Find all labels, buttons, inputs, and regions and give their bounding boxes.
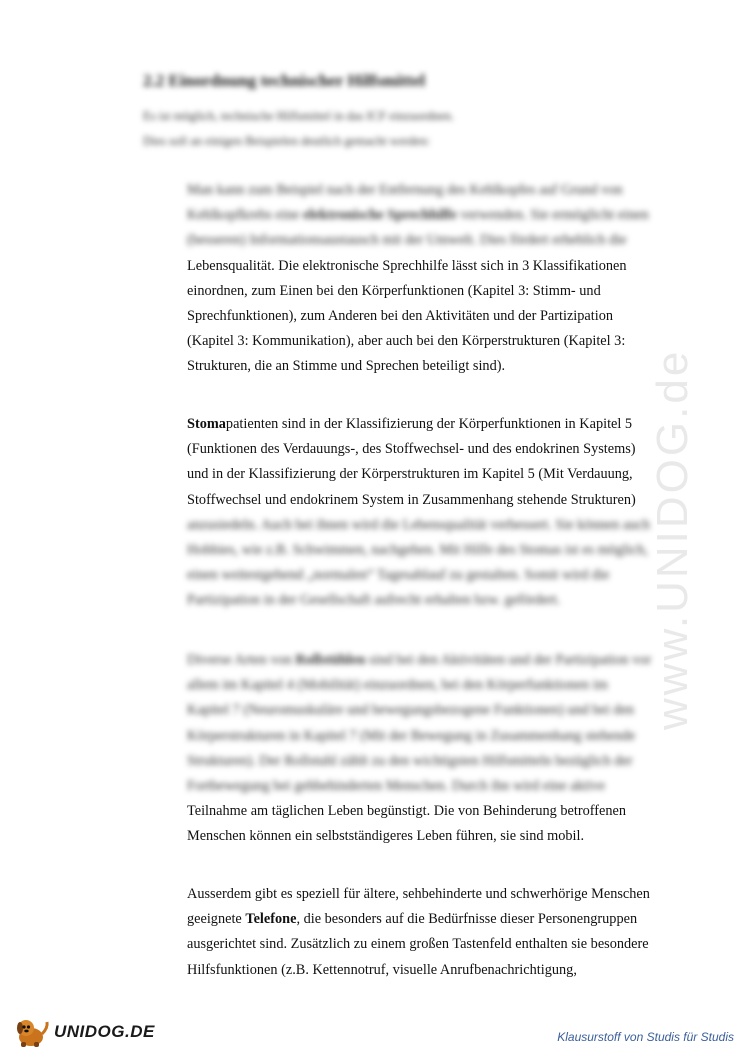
text-line: (besseren) Informationsaustausch mit der Umwelt. Dies fördert erheblich die — [187, 232, 627, 249]
text-line: einen weitestgehend „normalen“ Tagesablauf zu gestalten. Somit wird die — [187, 567, 610, 584]
bold-term: Rollstühlen — [295, 652, 366, 668]
text-line: Menschen können ein selbstständigeres Leben führen, sie sind mobil. — [187, 828, 585, 845]
text-line — [187, 648, 687, 673]
section-heading: 2.2 Einordnung technischer Hilfsmittel — [143, 71, 426, 90]
text-line: Strukturen). Der Rollstuhl zählt zu den wichtigsten Hilfsmitteln bezüglich der — [187, 752, 633, 769]
bold-term: Telefone — [245, 911, 297, 928]
text-line: Ausserdem gibt es speziell für ältere, sehbehinderte und schwerhörige Menschen — [187, 886, 650, 902]
bold-term: Stoma — [187, 416, 226, 432]
text-line: Lebensqualität. Die elektronische Sprechhilfe lässt sich in 3 Klassifikationen — [187, 257, 627, 274]
bold-term: elektronische Sprechhilfe — [302, 207, 457, 224]
dog-icon — [12, 1016, 50, 1048]
paragraph-stoma — [187, 412, 687, 614]
text-line: Hilfsfunktionen (z.B. Kettennotruf, visuelle Anrufbenachrichtigung, — [187, 961, 577, 978]
logo-text: UNIDOG.DE — [54, 1022, 155, 1041]
unidog-logo[interactable] — [12, 1016, 155, 1048]
paragraph-sprechhilfe — [187, 178, 687, 380]
text-line: Kapitel 7 (Neuromuskuläre und bewegungsbezogene Funktionen) und bei den — [187, 702, 635, 719]
text-line: Körperstrukturen in Kapitel 7 (Mit der Bewegung in Zusammenhang stehende — [187, 727, 636, 744]
text-span: sind bei den Aktivitäten und der Partizipation vor — [365, 652, 652, 668]
text-line — [187, 203, 687, 228]
text-line: allem im Kapitel 4 (Mobilität) einzuordnen, bei den Körperfunktionen im — [187, 677, 608, 694]
text-line — [187, 412, 687, 437]
text-line: Sprechfunktionen), zum Anderen bei den Aktivitäten und der Partizipation — [187, 307, 614, 324]
intro-line: Es ist möglich, technische Hilfsmittel in das ICF einzuordnen. — [143, 109, 455, 123]
paragraph-telefone — [187, 882, 687, 983]
paragraph-rollstuhl — [187, 648, 687, 850]
intro-text — [143, 104, 603, 154]
text-line: (Funktionen des Verdauungs-, des Stoffwechsel- und des endokrinen Systems) — [187, 441, 636, 458]
text-line: Teilnahme am täglichen Leben begünstigt. Die von Behinderung betroffenen — [187, 803, 627, 820]
text-span: geeignete — [187, 911, 246, 928]
text-span: verwenden. Sie ermöglicht einen — [456, 207, 649, 224]
text-span: Diverse Arten von — [187, 652, 296, 668]
footer-tagline: Klausurstoff von Studis für Studis — [557, 1030, 734, 1044]
text-line: einordnen, zum Einen bei den Körperfunktionen (Kapitel 3: Stimm- und — [187, 282, 601, 299]
text-line — [187, 907, 687, 932]
text-line: anzusiedeln. Auch bei ihnen wird die Lebensqualität verbessert. Sie können auch — [187, 516, 650, 533]
text-line: Fortbewegung bei gehbehinderten Menschen. Durch ihn wird eine aktive — [187, 777, 606, 794]
text-line: ausgerichtet sind. Zusätzlich zu einem großen Tastenfeld enthalten sie besondere — [187, 936, 649, 953]
text-line: Strukturen, die an Stimme und Sprechen beteiligt sind). — [187, 358, 506, 375]
text-line: Hobbies, wie z.B. Schwimmen, nachgehen. Mit Hilfe des Stomas ist es möglich, — [187, 541, 649, 558]
text-span: patienten sind in der Klassifizierung der Körperfunktionen in Kapitel 5 — [225, 416, 633, 432]
text-line: (Kapitel 3: Kommunikation), aber auch bei den Körperstrukturen (Kapitel 3: — [187, 333, 626, 350]
text-line: und in der Klassifizierung der Körperstrukturen im Kapitel 5 (Mit Verdauung, — [187, 466, 633, 483]
text-line: Man kann zum Beispiel nach der Entfernung des Kehlkopfes auf Grund von — [187, 182, 623, 198]
text-line: Partizipation in der Gesellschaft aufrecht erhalten bzw. gefördert. — [187, 592, 561, 609]
watermark: www.UNIDOG.de — [648, 348, 697, 730]
text-span: , die besonders auf die Bedürfnisse dieser Personengruppen — [296, 911, 638, 928]
intro-line: Dies soll an einigen Beispielen deutlich gemacht werden: — [143, 134, 431, 148]
text-span: Kehlkopfkrebs eine — [187, 207, 303, 224]
text-line: Stoffwechsel und endokrinem System in Zusammenhang stehende Strukturen) — [187, 491, 636, 508]
